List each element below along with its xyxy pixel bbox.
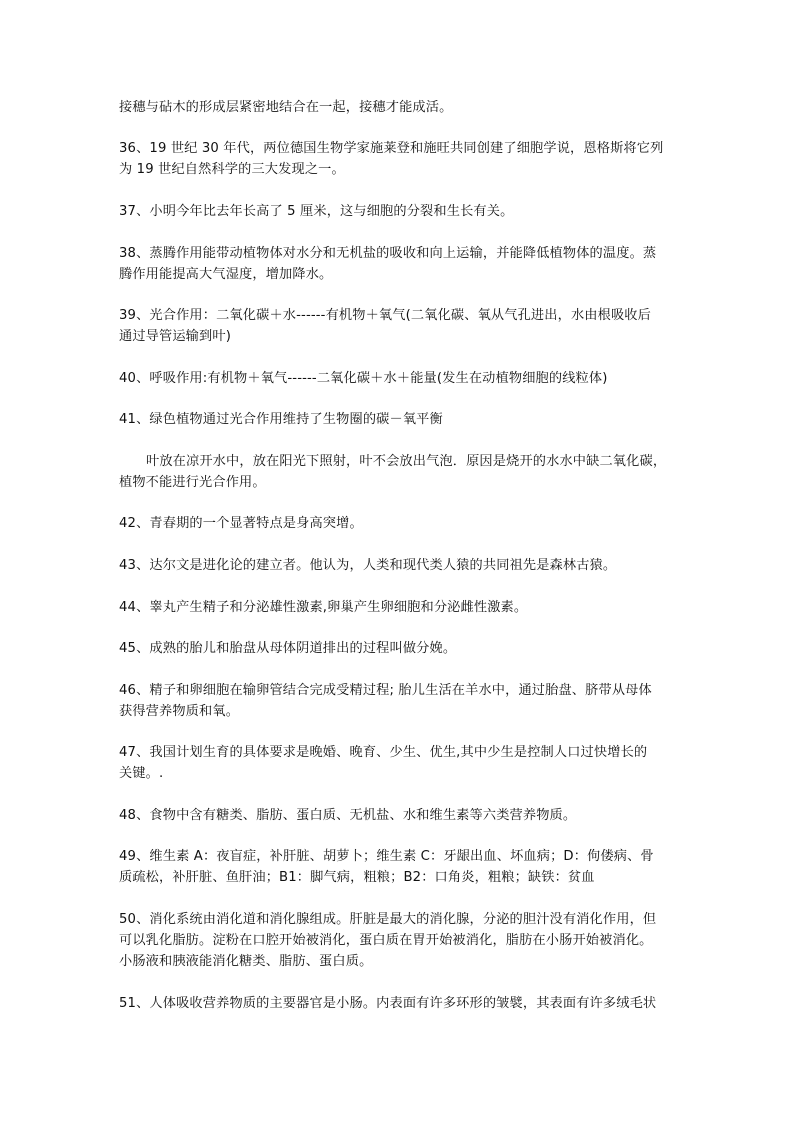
paragraph-39	[119, 305, 685, 347]
paragraph-51	[119, 993, 685, 1014]
paragraph-leaf-experiment	[119, 451, 685, 493]
text-line: 植物不能进行光合作用。	[119, 475, 266, 490]
paragraph-37	[119, 201, 685, 222]
text-line: 腾作用能提高大气湿度，增加降水。	[119, 267, 333, 282]
text-line: 通过导管运输到叶)	[119, 329, 231, 344]
paragraph-42	[119, 513, 685, 534]
text-line: 41、绿色植物通过光合作用维持了生物圈的碳－氧平衡	[119, 412, 443, 427]
text-line: 获得营养物质和氧。	[119, 704, 240, 719]
text-line: 接穗与砧木的形成层紧密地结合在一起，接穗才能成活。	[119, 100, 453, 115]
text-line: 43、达尔文是进化论的建立者。他认为，人类和现代类人猿的共同祖先是森林古猿。	[119, 558, 617, 573]
paragraph-36	[119, 138, 685, 180]
paragraph-50	[119, 909, 685, 972]
text-line: 40、呼吸作用:有机物＋氧气------二氧化碳＋水＋能量(发生在动植物细胞的线粒体)	[119, 371, 608, 386]
text-line: 47、我国计划生育的具体要求是晚婚、晚育、少生、优生,其中少生是控制人口过快增长的	[119, 745, 648, 760]
text-line: 39、光合作用：二氧化碳＋水------有机物＋氧气(二氧化碳、氧从气孔进出，水由根吸收后	[119, 308, 651, 323]
text-line: 51、人体吸收营养物质的主要器官是小肠。内表面有许多环形的皱襞，其表面有许多绒毛状	[119, 996, 657, 1011]
paragraph-43	[119, 555, 685, 576]
text-line: 为 19 世纪自然科学的三大发现之一。	[119, 162, 345, 177]
text-line: 42、青春期的一个显著特点是身高突增。	[119, 516, 363, 531]
text-line: 质疏松，补肝脏、鱼肝油；B1：脚气病，粗粮；B2：口角炎，粗粮；缺铁：贫血	[119, 870, 595, 885]
text-line: 小肠液和胰液能消化糖类、脂肪、蛋白质。	[119, 954, 373, 969]
paragraph-45	[119, 638, 685, 659]
paragraph-38	[119, 243, 685, 285]
paragraph-graft	[119, 97, 685, 118]
text-line: 关键。.	[119, 766, 164, 781]
text-line: 50、消化系统由消化道和消化腺组成。肝脏是最大的消化腺，分泌的胆汁没有消化作用，但	[119, 912, 657, 927]
text-line: 44、睾丸产生精子和分泌雄性激素,卵巢产生卵细胞和分泌雌性激素。	[119, 600, 528, 615]
text-line: 45、成熟的胎儿和胎盘从母体阴道排出的过程叫做分娩。	[119, 641, 457, 656]
text-line: 36、19 世纪 30 年代，两位德国生物学家施莱登和施旺共同创建了细胞学说，恩格斯将它列	[119, 141, 664, 156]
text-line: 37、小明今年比去年长高了 5 厘米，这与细胞的分裂和生长有关。	[119, 204, 514, 219]
paragraph-47	[119, 742, 685, 784]
paragraph-41	[119, 409, 685, 430]
paragraph-49	[119, 846, 685, 888]
paragraph-40	[119, 368, 685, 389]
text-line: 可以乳化脂肪。淀粉在口腔开始被消化，蛋白质在胃开始被消化，脂肪在小肠开始被消化。	[119, 933, 653, 948]
text-line: 49、维生素 A：夜盲症，补肝脏、胡萝卜；维生素 C：牙龈出血、坏血病；D：佝偻病、骨	[119, 849, 654, 864]
text-line: 38、蒸腾作用能带动植物体对水分和无机盐的吸收和向上运输，并能降低植物体的温度。蒸	[119, 246, 657, 261]
text-line: 叶放在凉开水中，放在阳光下照射，叶不会放出气泡．原因是烧开的水水中缺二氧化碳，	[146, 454, 667, 469]
paragraph-46	[119, 680, 685, 722]
paragraph-48	[119, 805, 685, 826]
text-line: 46、精子和卵细胞在输卵管结合完成受精过程; 胎儿生活在羊水中，通过胎盘、脐带从母体	[119, 683, 652, 698]
text-line: 48、食物中含有糖类、脂肪、蛋白质、无机盐、水和维生素等六类营养物质。	[119, 808, 577, 823]
paragraph-44	[119, 597, 685, 618]
